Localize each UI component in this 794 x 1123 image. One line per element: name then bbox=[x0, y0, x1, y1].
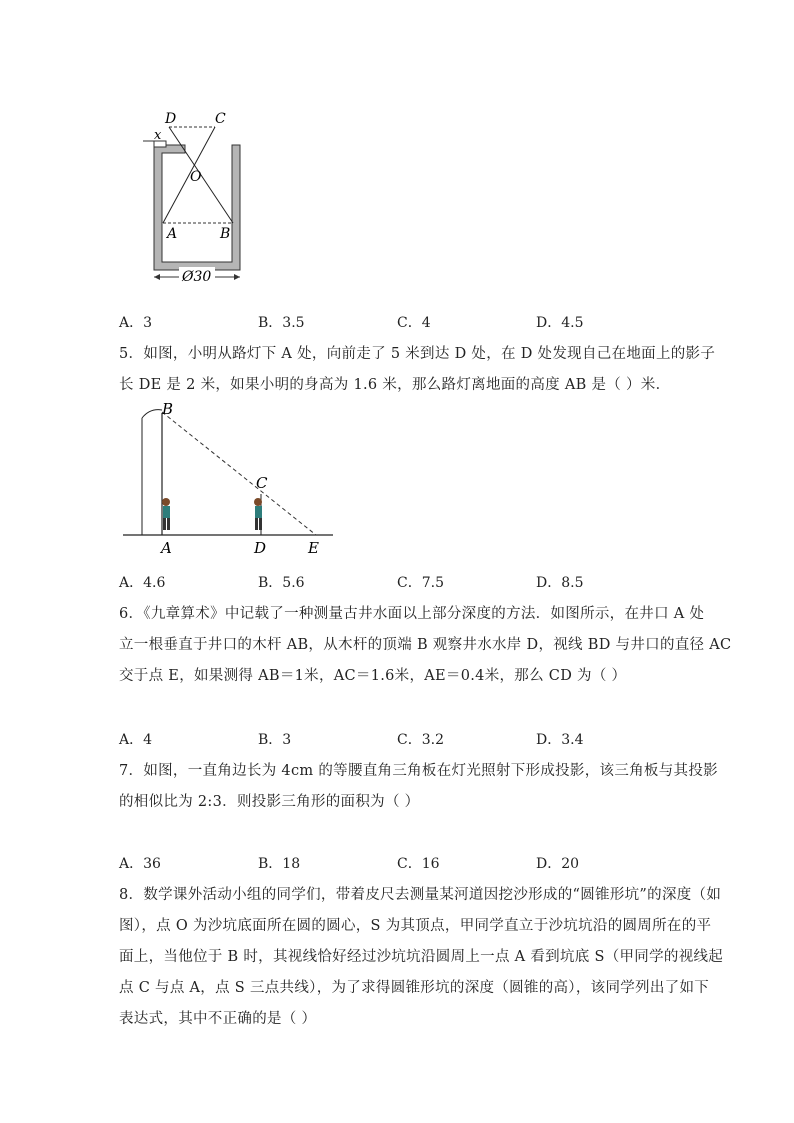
label-A: A bbox=[161, 539, 172, 557]
label-B: B bbox=[220, 226, 231, 242]
label-x: x bbox=[154, 128, 162, 143]
q8-text-line4: 点 C 与点 A，点 S 三点共线），为了求得圆锥形坑的深度（圆锥的高），该同学列出了如下 bbox=[119, 980, 710, 996]
q5-option-c[interactable]: C．7.5 bbox=[397, 575, 444, 591]
label-dim: Ø30 bbox=[182, 269, 212, 285]
q7-text-line1: 7．如图，一直角边长为 4cm 的等腰直角三角板在灯光照射下形成投影，该三角板与其投影 bbox=[119, 763, 718, 779]
q6-text-line1: 6．《九章算术》中记载了一种测量古井水面以上部分深度的方法．如图所示，在井口 A 处 bbox=[119, 606, 705, 622]
figure-pinhole-cup bbox=[135, 105, 265, 285]
q4-option-a[interactable]: A．3 bbox=[119, 315, 153, 331]
q5-option-d[interactable]: D．8.5 bbox=[536, 575, 584, 591]
q4-option-d[interactable]: D．4.5 bbox=[536, 315, 584, 331]
q7-option-b[interactable]: B．18 bbox=[258, 856, 301, 872]
q7-option-c[interactable]: C．16 bbox=[397, 856, 440, 872]
q7-option-d[interactable]: D．20 bbox=[536, 856, 580, 872]
label-D: D bbox=[254, 539, 267, 557]
label-A: A bbox=[167, 226, 178, 242]
q6-text-line3: 交于点 E，如果测得 AB＝1米，AC＝1.6米，AE＝0.4米，那么 CD 为（ ） bbox=[119, 668, 627, 684]
q5-option-a[interactable]: A．4.6 bbox=[119, 575, 166, 591]
label-E: E bbox=[308, 539, 319, 557]
q8-text-line1: 8．数学课外活动小组的同学们，带着皮尺去测量某河道因挖沙形成的“圆锥形坑”的深度（如 bbox=[119, 887, 722, 903]
q6-option-c[interactable]: C．3.2 bbox=[397, 732, 444, 748]
q7-option-a[interactable]: A．36 bbox=[119, 856, 161, 872]
q5-text-line2: 长 DE 是 2 米，如果小明的身高为 1.6 米，那么路灯离地面的高度 AB 是（ ）米． bbox=[119, 377, 671, 393]
q5-option-b[interactable]: B．5.6 bbox=[258, 575, 305, 591]
label-C: C bbox=[256, 474, 268, 492]
label-C: C bbox=[215, 111, 226, 127]
figure-streetlight bbox=[120, 398, 340, 560]
q4-option-c[interactable]: C．4 bbox=[397, 315, 431, 331]
q4-option-b[interactable]: B．3.5 bbox=[258, 315, 305, 331]
q8-text-line5: 表达式，其中不正确的是（ ） bbox=[119, 1011, 317, 1027]
q6-option-b[interactable]: B．3 bbox=[258, 732, 292, 748]
q7-text-line2: 的相似比为 2:3．则投影三角形的面积为（ ） bbox=[119, 794, 420, 810]
q6-text-line2: 立一根垂直于井口的木杆 AB，从木杆的顶端 B 观察井水水岸 D，视线 BD 与井口的直径 AC bbox=[119, 637, 732, 653]
label-B: B bbox=[162, 400, 174, 418]
q8-text-line2: 图），点 O 为沙坑底面所在圆的圆心，S 为其顶点，甲同学直立于沙坑坑沿的圆周所在的平 bbox=[119, 918, 712, 934]
q6-option-d[interactable]: D．3.4 bbox=[536, 732, 584, 748]
label-O: O bbox=[190, 169, 202, 185]
q6-option-a[interactable]: A．4 bbox=[119, 732, 153, 748]
q5-text-line1: 5．如图，小明从路灯下 A 处，向前走了 5 米到达 D 处，在 D 处发现自己在地面上的影子 bbox=[119, 346, 716, 362]
label-D: D bbox=[165, 111, 177, 127]
q8-text-line3: 面上，当他位于 B 时，其视线恰好经过沙坑坑沿圆周上一点 A 看到坑底 S（甲同学的视线起 bbox=[119, 949, 724, 965]
